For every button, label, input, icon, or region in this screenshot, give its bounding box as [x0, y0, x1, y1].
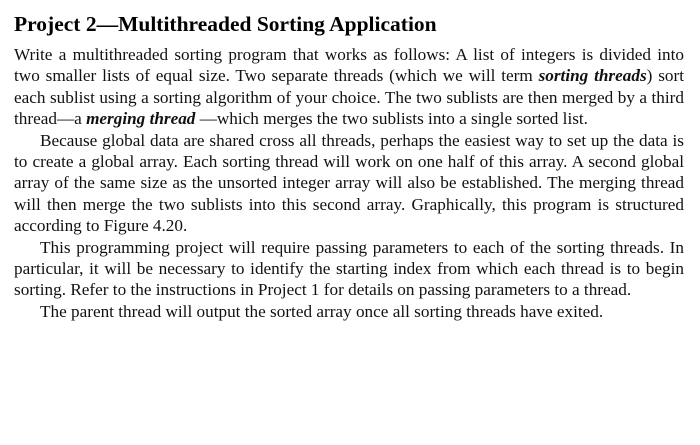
intro-text-c: —which merges the two sublists into a single sorted list.	[195, 109, 588, 129]
intro-text-b: ) sort each sublist using a sorting algorithm of your choice. The two sublists are then merged by a third thread—a	[14, 66, 684, 129]
paragraph-global-data: Because global data are shared cross all threads, perhaps the easiest way to set up the data is to create a global array. Each sorting thread will work on one half of this array. A second global array of the same size as the unsorted integer array will also be established. The merging thread will then merge the two sublists into this second array. Graphically, this program is structured according to Figure 4.20.	[14, 130, 684, 236]
project-title: Project 2—Multithreaded Sorting Application	[14, 12, 437, 36]
term-sorting-threads: sorting threads	[538, 66, 647, 86]
paragraph-intro	[14, 44, 684, 130]
paragraph-output: The parent thread will output the sorted array once all sorting threads have exited.	[40, 301, 604, 321]
term-merging-thread: merging thread	[86, 109, 196, 129]
intro-text-a: Write a multithreaded sorting program that works as follows: A list of integers is divided into two smaller lists of equal size. Two separate threads (which we will term	[14, 45, 684, 86]
paragraph-parameters: This programming project will require passing parameters to each of the sorting threads. In particular, it will be necessary to identify the starting index from which each thread is to begin sorting. Refer to the instructions in Project 1 for details on passing parameters to a thread.	[14, 237, 684, 300]
